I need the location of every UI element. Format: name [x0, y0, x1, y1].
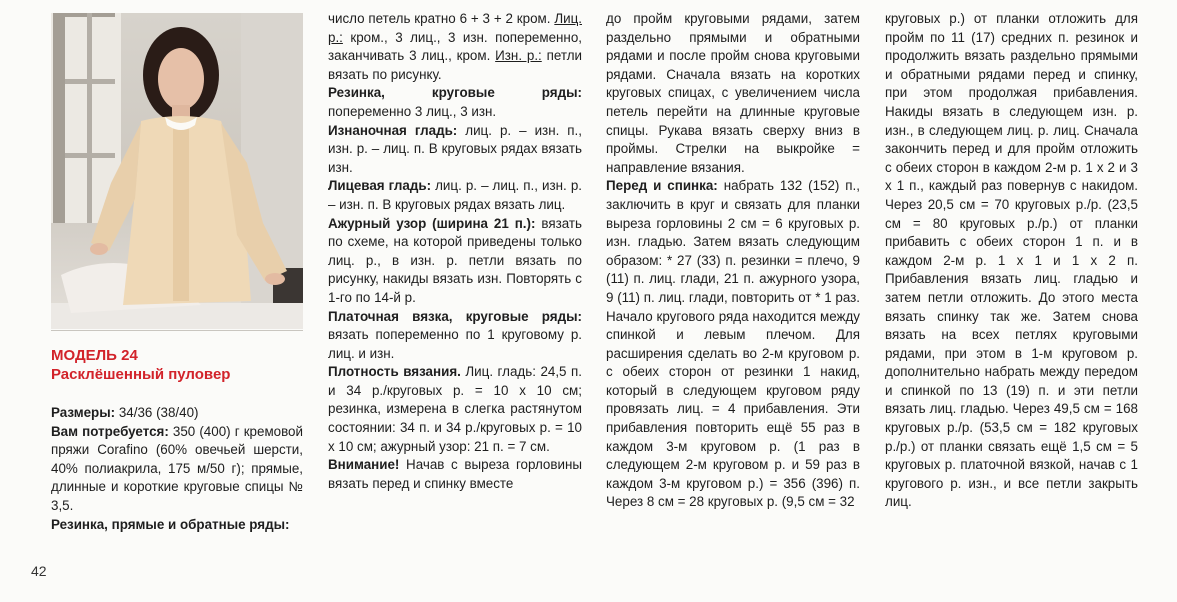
page-number: 42: [31, 563, 47, 579]
rib-round-label: Резинка, круговые ряды:: [328, 85, 582, 101]
sizes-label: Размеры:: [51, 405, 116, 420]
gauge-label: Плотность вязания.: [328, 364, 461, 380]
model-name: Расклёшенный пуловер: [51, 366, 231, 383]
lace-pattern-label: Ажурный узор (ширина 21 п.):: [328, 215, 536, 231]
rib-flat-heading: [51, 516, 303, 535]
model-photo-illustration: [51, 13, 303, 329]
front-back-continued-paragraph: [885, 10, 1138, 512]
column-2: [328, 10, 582, 493]
garter-round-paragraph: [328, 308, 582, 364]
rib-round-paragraph: [328, 84, 582, 121]
front-back-continued-text: круговых р.) от планки отложить для пройм по 11 (17) средних п. резинок и продолжить вязать раздельно прямыми и обратными рядами перед и спинку, при этом продолжая прибавления. Накиды вязать в следующем изн. р. изн., в следующем лиц. р. лиц. Сначала закончить перед и для пройм отложить с обеих сторон в каждом 2-м р. 1 х 2 и 3 х 1 п., каждый раз повернув с накидом. Через 20,5 см = 70 круговых р./р. (23,5 см = 80 круговых р./р.) от планки прибавить с обеих сторон 1 п. и в каждом 2-м р. 1 х 1 и 1 х 2 п. Прибавления вязать лиц. гладью и затем петли отложить. До этого места вязать спинку так же. Затем снова вязать на всех петлях круговыми рядами, при этом в 1-м круговом р. дополнительно набрать между передом и спинкой по 13 (19) п. и эти петли вязать лиц. гладью. Через 49,5 см = 168 круговых р./р. (53,5 см = 182 круговых р./р.) от планки связать ещё 1,5 см = 5 круговых р. платочной вязкой, начав с 1 кругового р. изн., и все петли закрыть лиц.: [885, 11, 1138, 510]
attention-text: Начав с выреза горловины вязать перед и спинку вместе: [328, 457, 582, 491]
reverse-stockinette-text: лиц. р. – изн. п., изн. р. – лиц. п. В круговых рядах вязать изн.: [328, 122, 582, 175]
front-back-text: набрать 132 (152) п., заключить в круг и связать для планки выреза горловины 2 см = 6 круговых р. изн. гладью. Затем вязать следующим образом: * 27 (33) п. резинки = плечо, 9 (11) п. лиц. глади, 21 п. ажурного узора, 9 (11) п. лиц. глади, повторить от * 1 раз. Начало кругового ряда находится между спинкой и левым плечом. Для расширения сделать во 2-м круговом р. с обеих сторон от резинки 1 накид, который в следующем круговом ряду провязать лиц. = 4 прибавления. Эти прибавления повторить ещё 55 раз в каждом 3-м круговом р. (1 раз в следующем 2-м круговом р. и 59 раз в каждом 3-м круговом р.) = 356 (396) п. Через 8 см = 28 круговых р. (9,5 см = 32: [606, 178, 860, 510]
window-rail-2: [65, 153, 115, 158]
right-hand: [265, 273, 285, 285]
photo-divider: [51, 330, 303, 331]
model-title: [51, 346, 303, 384]
materials-label: Вам потребуется:: [51, 423, 169, 439]
sizes-text: 34/36 (38/40): [115, 405, 199, 420]
left-hand: [90, 243, 108, 255]
rib-flat-text-3: петли вязать по рисунку.: [328, 48, 582, 82]
rib-flat-text-2: кром., 3 лиц., 3 изн. попеременно, заканчивать 3 лиц., кром.: [328, 29, 582, 64]
model-number: МОДЕЛЬ 24: [51, 347, 138, 364]
attention-continued-text: до пройм круговыми рядами, затем раздельно прямыми и обратными рядами и после пройм снова круговыми рядами. Сначала вязать на коротких круговых спицах, с увеличением числа петель перейти на длинные круговые спицы. Рукава вязать сверху вниз в проймы. Стрелки на выкройке = направление вязания.: [606, 11, 860, 175]
lace-pattern-paragraph: [328, 215, 582, 308]
gauge-text: Лиц. гладь: 24,5 п. и 34 р./круговых р. = 10 х 10 см; резинка, измерена в слегка растянутом состоянии: 34 п. и 34 р./круговых р. = 10 х 10 см; ажурный узор: 21 п. = 7 см.: [328, 364, 582, 454]
front-back-paragraph: [606, 177, 860, 512]
stockinette-paragraph: [328, 177, 582, 214]
attention-label: Внимание!: [328, 457, 400, 473]
cable-panel: [173, 125, 189, 301]
lace-pattern-text: вязать по схеме, на которой приведены только лиц. р., в изн. р. петли вязать по рисунку, накиды вязать изн. Повторять с 1-го по 14-й р.: [328, 215, 582, 305]
window-rail: [65, 79, 115, 84]
rib-flat-paragraph: [328, 10, 582, 84]
rib-round-text: попеременно 3 лиц., 3 изн.: [328, 103, 497, 119]
column-3: [606, 10, 860, 512]
right-side-row-label: Лиц. р.:: [328, 11, 582, 45]
stockinette-text: лиц. р. – лиц. п., изн. р. – изн. п. В круговых рядах вязать лиц.: [328, 178, 582, 212]
column-1: [51, 404, 303, 534]
model-photo: [51, 13, 303, 329]
materials-text: 350 (400) г кремовой пряжи Corafino (60% овечьей шерсти, 40% полиакрила, 175 м/50 г); прямые, длинные и короткие круговые спицы № 3,5.: [51, 423, 303, 513]
stockinette-label: Лицевая гладь:: [328, 178, 432, 194]
reverse-stockinette-label: Изнаночная гладь:: [328, 122, 458, 138]
garter-round-text: вязать попеременно по 1 круговому р. лиц. и изн.: [328, 327, 582, 361]
attention-continued-paragraph: [606, 10, 860, 177]
face: [158, 48, 204, 110]
window-frame: [53, 13, 65, 223]
materials-paragraph: [51, 423, 303, 516]
attention-paragraph: [328, 456, 582, 493]
front-back-label: Перед и спинка:: [606, 178, 718, 194]
rib-flat-label: Резинка, прямые и обратные ряды:: [51, 516, 290, 532]
reverse-stockinette-paragraph: [328, 122, 582, 178]
gauge-paragraph: [328, 363, 582, 456]
garter-round-label: Платочная вязка, круговые ряды:: [328, 308, 582, 324]
sizes-paragraph: [51, 404, 303, 423]
wrong-side-row-label: Изн. р.:: [495, 48, 542, 64]
rib-flat-text: число петель кратно 6 + 3 + 2 кром.: [328, 11, 555, 26]
column-4: [885, 10, 1138, 512]
window-mullion: [87, 13, 92, 223]
